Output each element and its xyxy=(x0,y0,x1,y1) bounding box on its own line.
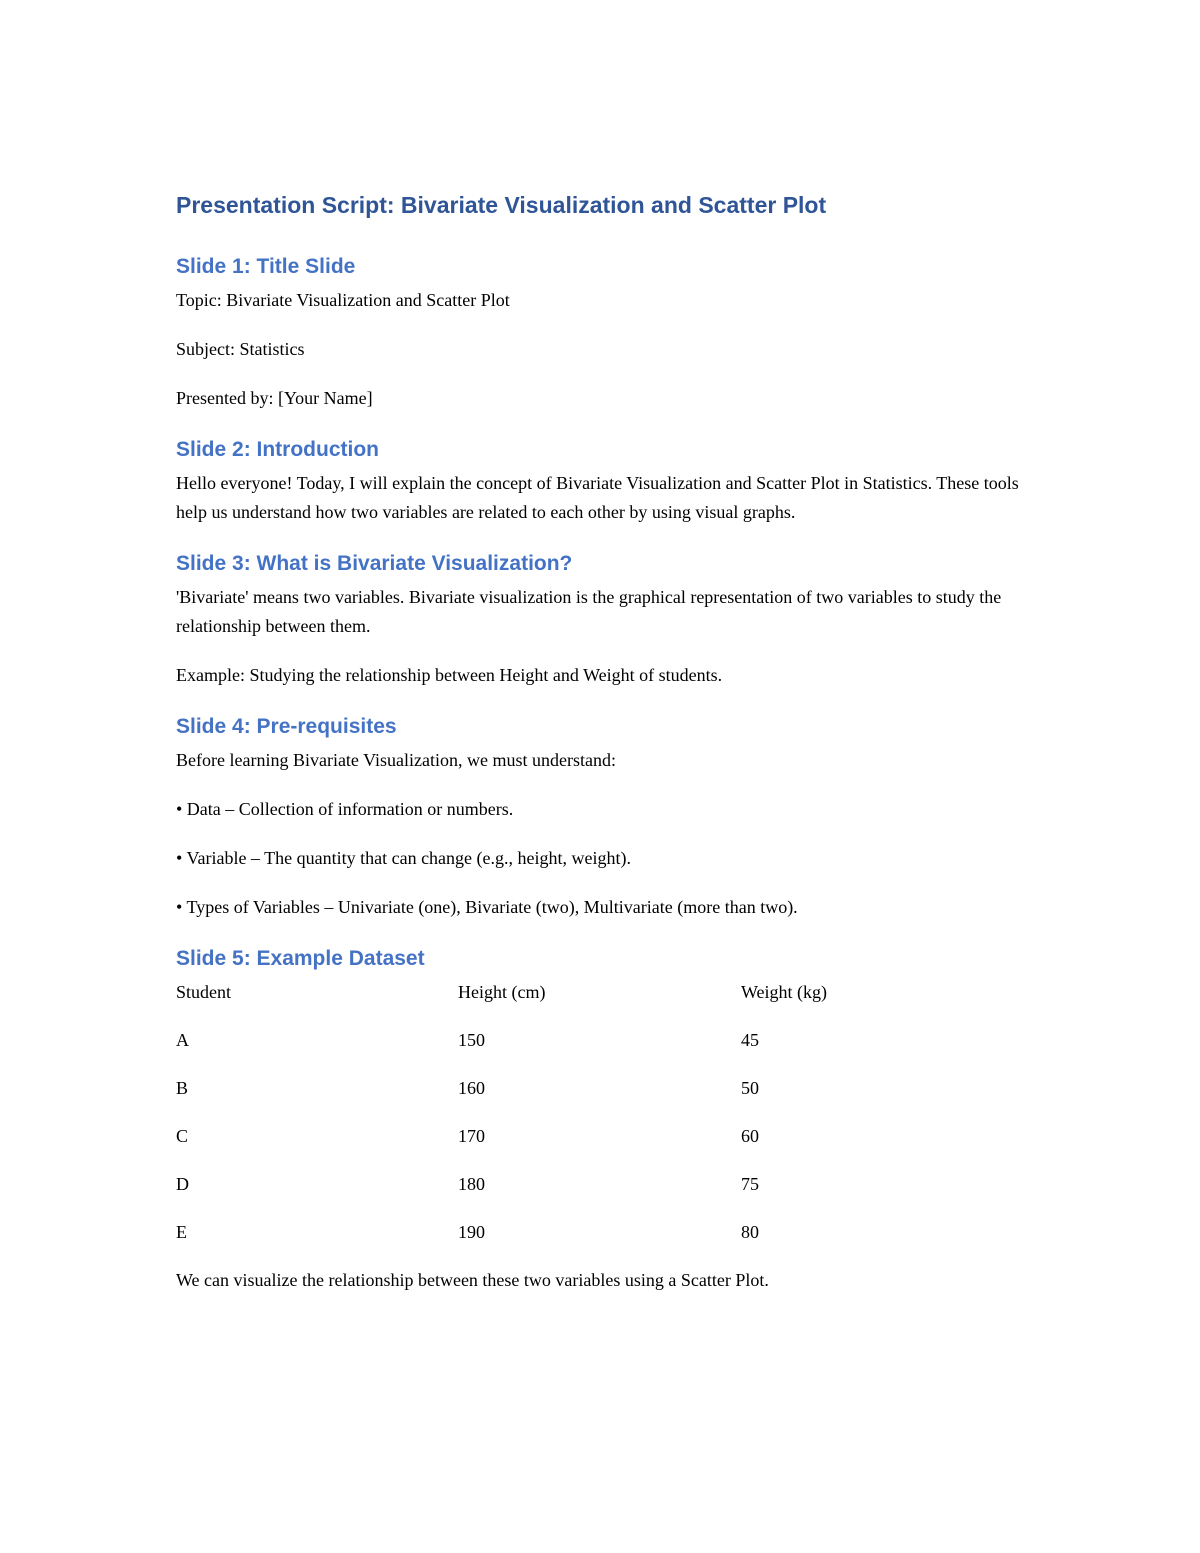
table-row xyxy=(176,1122,1026,1151)
slide-4-bullet: • Types of Variables – Univariate (one), Bivariate (two), Multivariate (more than two). xyxy=(176,897,798,917)
slide-3-section xyxy=(176,549,1026,690)
height-cell: 160 xyxy=(458,1078,485,1098)
height-cell: 170 xyxy=(458,1126,485,1146)
weight-cell: 80 xyxy=(741,1222,759,1242)
slide-1-section xyxy=(176,252,1026,413)
student-cell: D xyxy=(176,1174,189,1194)
student-cell: E xyxy=(176,1222,187,1242)
table-row xyxy=(176,1170,1026,1199)
slide-2-heading: Slide 2: Introduction xyxy=(176,438,379,461)
weight-cell: 45 xyxy=(741,1030,759,1050)
weight-cell: 75 xyxy=(741,1174,759,1194)
slide-1-topic: Topic: Bivariate Visualization and Scatter Plot xyxy=(176,290,510,310)
slide-2-section xyxy=(176,435,1026,527)
slide-2-text: Hello everyone! Today, I will explain the concept of Bivariate Visualization and Scatter Plot in Statistics. These tools help us understand how two variables are related to each other by using visual graphs. xyxy=(176,473,1019,522)
slide-5-closing: We can visualize the relationship between these two variables using a Scatter Plot. xyxy=(176,1270,769,1290)
document-title: Presentation Script: Bivariate Visualization and Scatter Plot xyxy=(176,192,827,218)
slide-4-intro: Before learning Bivariate Visualization, we must understand: xyxy=(176,750,616,770)
student-cell: A xyxy=(176,1030,189,1050)
student-cell: B xyxy=(176,1078,189,1098)
slide-5-section xyxy=(176,944,1026,1295)
student-cell: C xyxy=(176,1126,189,1146)
slide-4-heading: Slide 4: Pre-requisites xyxy=(176,715,397,738)
table-row xyxy=(176,1026,1026,1055)
slide-4-bullet: • Variable – The quantity that can change (e.g., height, weight). xyxy=(176,848,631,868)
weight-cell: 50 xyxy=(741,1078,759,1098)
column-header-weight: Weight (kg) xyxy=(741,982,828,1002)
slide-4-bullet: • Data – Collection of information or numbers. xyxy=(176,799,514,819)
height-cell: 150 xyxy=(458,1030,485,1050)
slide-3-example: Example: Studying the relationship between Height and Weight of students. xyxy=(176,665,723,685)
slide-1-heading: Slide 1: Title Slide xyxy=(176,255,356,278)
slide-1-presenter: Presented by: [Your Name] xyxy=(176,388,373,408)
height-cell: 190 xyxy=(458,1222,485,1242)
table-row xyxy=(176,1074,1026,1103)
document-body xyxy=(176,188,1026,1315)
slide-4-section xyxy=(176,712,1026,922)
column-header-student: Student xyxy=(176,982,232,1002)
height-cell: 180 xyxy=(458,1174,485,1194)
slide-5-heading: Slide 5: Example Dataset xyxy=(176,947,425,970)
weight-cell: 60 xyxy=(741,1126,759,1146)
table-row xyxy=(176,1218,1026,1247)
slide-3-heading: Slide 3: What is Bivariate Visualization? xyxy=(176,552,573,575)
column-header-height: Height (cm) xyxy=(458,982,546,1002)
slide-3-definition: 'Bivariate' means two variables. Bivariate visualization is the graphical representation of two variables to study the relationship between them. xyxy=(176,587,1002,636)
dataset-header-row xyxy=(176,978,1026,1007)
slide-1-subject: Subject: Statistics xyxy=(176,339,305,359)
